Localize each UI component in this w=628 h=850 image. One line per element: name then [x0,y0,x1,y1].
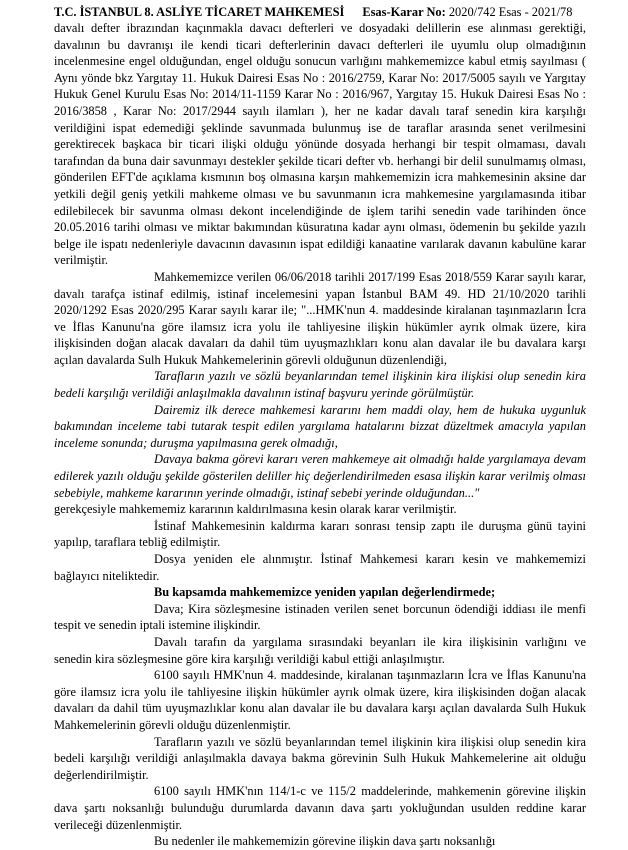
paragraph: 6100 sayılı HMK'nun 4. maddesinde, kiralanan taşınmazların İcra ve İflas Kanunu'na göre ilamsız icra yolu ile tahliyesine ilişkin hükümler ayrık olmak üzere, kira ilişkisinden doğan alacak davaları da dahil tüm uyuşmazlıklar konu alan davalar ile bu davalara karşı açılan davalarda Sulh Hukuk Mahkemelerinin görevli olduğu düzenlenmiştir. [54,668,586,732]
paragraph: davalı defter ibrazından kaçınmakla davacı defterleri ve dosyadaki delillerin ese alınması gerektiği, davalının bu davranışı ile kendi ticari defterlerinin davacı defterleri ile uyumlu olup olmadığının incelenmesine engel olduğundan, engel olduğu sonucun varlığını mahkememizce kabul etmiş sayılması ( Aynı yönde bkz Yargıtay 11. Hukuk Dairesi Esas No : 2016/2759, Karar No: 2017/5005 sayılı ve Yargıtay Hukuk Genel Kurulu Esas No: 2014/11-1159 Karar No : 2016/967, Yargıtay 15. Hukuk Dairesi Esas No : 2016/3858 , Karar No: 2017/2944 sayılı ilamları ), her ne kadar davalı taraf senedin kira karşılığı verildiğini ispat edemediği şeklinde savunmada bulunmuş ise de taraflar arasında senet verilmesini gerektirecek başkaca bir ticari ilişki olduğu yönünde dosyada herhangi bir tespit olmaması, davalı tarafından da buna dair savunmayı destekler şekilde ticari defter vb. herhangi bir delil sunulmamış olması, gönderilen EFT'de açıklama kısmının boş olmasına karşın mahkememizin icra mahkemesinin aksine dar yetkili değil geniş yetkili mahkeme olması ve bu savunmanın icra mahkemesine yargılamasında itibar edilebilecek bir savunma olması dekont incelendiğinde de işlem tarihi senedin vade tarihinden önce 20.05.2016 tarihi olması ve miktar bakımından küsuratına kadar aynı olması, ödemenin bu şekilde yazılı belge ile ispatı nedenleriyle davacının davasının ispat edildiği kanaatine varılarak davanın kabulüne karar verilmiştir. [54,21,586,268]
document-body [54,20,586,850]
paragraph: Tarafların yazılı ve sözlü beyanlarından temel ilişkinin kira ilişkisi olup senedin kira bedeli karşılığı verildiği anlaşılmakla davaya bakma görevinin Sulh Hukuk Mahkemelerine ait olduğu değerlendirilmiştir. [54,734,586,782]
paragraph: Dava; Kira sözleşmesine istinaden verilen senet borcunun ödendiği iddiası ile menfi tespit ve senedin iptali istemine ilişkindir. [54,601,586,633]
case-number: 2020/742 Esas - 2021/78 [448,5,573,19]
case-number-label: Esas-Karar No: [362,5,446,19]
paragraph: gerekçesiyle mahkememiz kararının kaldırılmasına kesin olarak karar verilmiştir. [54,502,457,517]
court-name: T.C. İSTANBUL 8. ASLİYE TİCARET MAHKEMESİ [54,5,345,19]
paragraph: Dairemiz ilk derece mahkemesi kararını hem maddi olay, hem de hukuka uygunluk bakımından inceleme tabi tutarak tespit edilen yargılama hatalarını bizzat düzeltmek amacıyla yapılan inceleme sonunda; duruşma yapılmasına gerek olmadığı, [54,402,586,450]
paragraph: Tarafların yazılı ve sözlü beyanlarından temel ilişkinin kira ilişkisi olup senedin kira bedeli karşılığı verildiği anlaşılmakla davalının istinaf başvuru yerinde görülmüştür. [54,369,586,401]
paragraph: Mahkememizce verilen 06/06/2018 tarihli 2017/199 Esas 2018/559 Karar sayılı karar, davalı tarafça istinaf edilmiş, istinaf incelemesini yapan İstanbul BAM 49. HD 21/10/2020 tarihli 2020/1292 Esas 2020/295 Karar sayılı karar ile; "...HMK'nun 4. maddesinde kiralanan taşınmazların İcra ve İflas Kanunu'na göre ilamsız icra yolu ile tahliyesine ilişkin hükümler ayrık olmak üzere, kira ilişkisinden doğan alacak davaları da dahil tüm uyuşmazlıkları konu alan davalar ile bu davalara karşı açılan davalarda Sulh Hukuk Mahkemelerinin görevli olduğunun düzenlendiği, [54,269,586,367]
paragraph: Bu kapsamda mahkememizce yeniden yapılan değerlendirmede; [154,585,496,600]
paragraph: Davalı tarafın da yargılama sırasındaki beyanları ile kira ilişkisinin varlığını ve senedin kira sözleşmesine göre kira karşılığı verildiği kabul ettiği anlaşılmıştır. [54,634,586,666]
paragraph: İstinaf Mahkemesinin kaldırma kararı sonrası tensip zaptı ile duruşma günü tayini yapılıp, taraflara tebliğ edilmiştir. [54,518,586,550]
paragraph: Bu nedenler ile mahkememizin görevine ilişkin dava şartı noksanlığı [154,834,496,849]
document-header [54,5,594,20]
paragraph: Dosya yeniden ele alınmıştır. İstinaf Mahkemesi kararı kesin ve mahkememizi bağlayıcı niteliktedir. [54,552,586,583]
paragraph: Davaya bakma görevi kararı veren mahkemeye ait olmadığı halde yargılamaya devam edilerek yazılı olduğu şekilde gösterilen deliller hiç değerlendirilmeden esasa ilişkin karar verilmiş olması sebebiyle, mahkeme kararının yerinde olmadığı, istinaf sebebi yerinde olduğundan..." [54,452,586,500]
paragraph: 6100 sayılı HMK'nın 114/1-c ve 115/2 maddelerinde, mahkemenin görevine ilişkin dava şartı noksanlığı bulunduğu durumlarda davanın dava şartı yokluğundan usulden reddine karar verileceği düzenlenmiştir. [54,784,586,832]
